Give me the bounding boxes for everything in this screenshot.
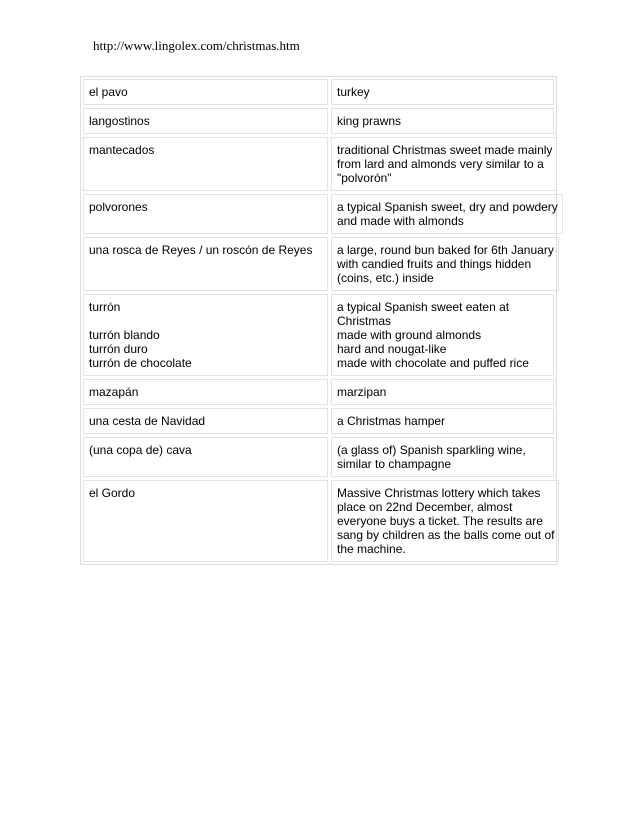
spanish-term-cell xyxy=(83,237,328,291)
table-row xyxy=(83,108,554,134)
english-translation: the machine. xyxy=(337,542,406,556)
english-translation: and made with almonds xyxy=(337,214,464,228)
english-translation-cell xyxy=(331,294,554,376)
english-translation: king prawns xyxy=(337,114,402,128)
english-translation-cell xyxy=(331,194,563,234)
table-row xyxy=(83,379,554,405)
english-translation: "polvorón" xyxy=(337,171,392,185)
spanish-term: turrón blando xyxy=(89,328,160,342)
table-row xyxy=(83,408,554,434)
english-translation: a typical Spanish sweet, dry and powdery xyxy=(337,200,558,214)
spanish-term: polvorones xyxy=(89,200,148,214)
table-row xyxy=(83,79,554,105)
spanish-term: una cesta de Navidad xyxy=(89,414,206,428)
english-translation: with candied fruits and things hidden xyxy=(337,257,532,271)
english-translation: made with ground almonds xyxy=(337,328,482,342)
english-translation: hard and nougat-like xyxy=(337,342,447,356)
spanish-term-cell xyxy=(83,408,328,434)
english-translation: Christmas xyxy=(337,314,392,328)
spanish-term: una rosca de Reyes / un roscón de Reyes xyxy=(89,243,313,257)
english-translation: Massive Christmas lottery which takes xyxy=(337,486,541,500)
spanish-term-cell xyxy=(83,294,328,376)
table-row xyxy=(83,137,554,191)
spanish-term: mantecados xyxy=(89,143,155,157)
spanish-term-cell xyxy=(83,79,328,105)
spanish-term: (una copa de) cava xyxy=(89,443,192,457)
spanish-term: el Gordo xyxy=(89,486,136,500)
table-row xyxy=(83,237,554,291)
table-row xyxy=(83,194,558,234)
english-translation-cell xyxy=(331,79,554,105)
english-translation: a typical Spanish sweet eaten at xyxy=(337,300,510,314)
english-translation: marzipan xyxy=(337,385,387,399)
table-row xyxy=(83,437,554,477)
english-translation: (a glass of) Spanish sparkling wine, xyxy=(337,443,526,457)
spanish-term: el pavo xyxy=(89,85,128,99)
english-translation: sang by children as the balls come out of xyxy=(337,528,555,542)
english-translation-cell xyxy=(331,379,554,405)
table-row xyxy=(83,480,554,562)
english-translation: from lard and almonds very similar to a xyxy=(337,157,544,171)
english-translation: made with chocolate and puffed rice xyxy=(337,356,529,370)
english-translation: place on 22nd December, almost xyxy=(337,500,513,514)
english-translation: similar to champagne xyxy=(337,457,452,471)
english-translation-cell xyxy=(331,108,554,134)
english-translation-cell xyxy=(331,237,559,291)
english-translation: traditional Christmas sweet made mainly xyxy=(337,143,553,157)
spanish-term-cell xyxy=(83,137,328,191)
spanish-term: turrón xyxy=(89,300,121,314)
english-translation-cell xyxy=(331,408,554,434)
spanish-term-cell xyxy=(83,379,328,405)
spanish-term-cell xyxy=(83,108,328,134)
english-translation-cell xyxy=(331,437,554,477)
spanish-term: turrón de chocolate xyxy=(89,356,192,370)
spanish-term-cell xyxy=(83,437,328,477)
table-row xyxy=(83,294,554,376)
spanish-term: langostinos xyxy=(89,114,150,128)
blank-line xyxy=(89,314,323,328)
english-translation: a large, round bun baked for 6th January xyxy=(337,243,554,257)
spanish-term: turrón duro xyxy=(89,342,148,356)
english-translation: everyone buys a ticket. The results are xyxy=(337,514,543,528)
english-translation: turkey xyxy=(337,85,370,99)
english-translation-cell xyxy=(331,480,559,562)
english-translation: (coins, etc.) inside xyxy=(337,271,434,285)
spanish-term-cell xyxy=(83,194,328,234)
english-translation: a Christmas hamper xyxy=(337,414,446,428)
english-translation-cell xyxy=(331,137,557,191)
vocabulary-table xyxy=(80,76,557,565)
page-url: http://www.lingolex.com/christmas.htm xyxy=(93,38,300,53)
spanish-term: mazapán xyxy=(89,385,139,399)
spanish-term-cell xyxy=(83,480,328,562)
